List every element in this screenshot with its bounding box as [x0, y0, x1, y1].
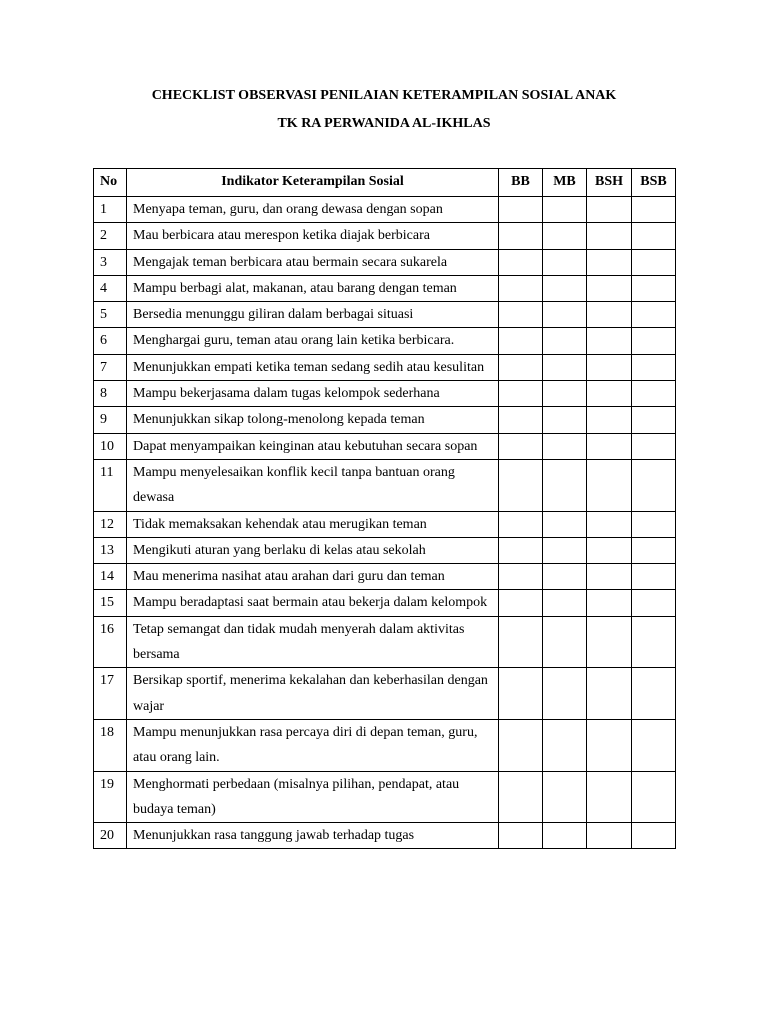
row-indicator: Mau berbicara atau merespon ketika diajak berbicara — [127, 223, 499, 249]
check-cell-mb[interactable] — [543, 823, 587, 849]
row-indicator: Mampu menunjukkan rasa percaya diri di depan teman, guru, atau orang lain. — [127, 719, 499, 771]
check-cell-bsb[interactable] — [632, 275, 676, 301]
header-indicator: Indikator Keterampilan Sosial — [127, 169, 499, 197]
header-bb: BB — [499, 169, 543, 197]
check-cell-bb[interactable] — [499, 381, 543, 407]
table-row — [94, 354, 676, 380]
table-row — [94, 616, 676, 668]
check-cell-mb[interactable] — [543, 223, 587, 249]
check-cell-bsb[interactable] — [632, 223, 676, 249]
table-row — [94, 771, 676, 823]
check-cell-bb[interactable] — [499, 275, 543, 301]
check-cell-bsb[interactable] — [632, 433, 676, 459]
check-cell-bsb[interactable] — [632, 771, 676, 823]
check-cell-mb[interactable] — [543, 302, 587, 328]
check-cell-mb[interactable] — [543, 771, 587, 823]
table-row — [94, 223, 676, 249]
row-indicator: Tidak memaksakan kehendak atau merugikan teman — [127, 511, 499, 537]
header-mb: MB — [543, 169, 587, 197]
check-cell-bb[interactable] — [499, 302, 543, 328]
check-cell-bsb[interactable] — [632, 381, 676, 407]
row-number: 1 — [94, 197, 127, 223]
check-cell-bb[interactable] — [499, 354, 543, 380]
check-cell-bsb[interactable] — [632, 328, 676, 354]
check-cell-bsb[interactable] — [632, 407, 676, 433]
check-cell-mb[interactable] — [543, 668, 587, 720]
check-cell-bsh[interactable] — [587, 328, 632, 354]
check-cell-bsh[interactable] — [587, 223, 632, 249]
header-bsh: BSH — [587, 169, 632, 197]
check-cell-mb[interactable] — [543, 249, 587, 275]
check-cell-bb[interactable] — [499, 511, 543, 537]
check-cell-bsb[interactable] — [632, 354, 676, 380]
check-cell-bb[interactable] — [499, 564, 543, 590]
check-cell-bb[interactable] — [499, 328, 543, 354]
check-cell-bsh[interactable] — [587, 668, 632, 720]
check-cell-bb[interactable] — [499, 223, 543, 249]
check-cell-mb[interactable] — [543, 381, 587, 407]
check-cell-bsh[interactable] — [587, 197, 632, 223]
row-number: 5 — [94, 302, 127, 328]
check-cell-bsb[interactable] — [632, 537, 676, 563]
check-cell-bb[interactable] — [499, 823, 543, 849]
row-number: 17 — [94, 668, 127, 720]
check-cell-mb[interactable] — [543, 459, 587, 511]
check-cell-bsb[interactable] — [632, 197, 676, 223]
row-number: 8 — [94, 381, 127, 407]
check-cell-mb[interactable] — [543, 616, 587, 668]
table-row — [94, 381, 676, 407]
check-cell-bsh[interactable] — [587, 249, 632, 275]
row-number: 14 — [94, 564, 127, 590]
check-cell-bb[interactable] — [499, 616, 543, 668]
check-cell-mb[interactable] — [543, 354, 587, 380]
row-indicator: Mau menerima nasihat atau arahan dari guru dan teman — [127, 564, 499, 590]
check-cell-mb[interactable] — [543, 407, 587, 433]
check-cell-mb[interactable] — [543, 328, 587, 354]
check-cell-bsb[interactable] — [632, 719, 676, 771]
row-indicator: Mengajak teman berbicara atau bermain secara sukarela — [127, 249, 499, 275]
row-number: 13 — [94, 537, 127, 563]
row-number: 7 — [94, 354, 127, 380]
row-number: 16 — [94, 616, 127, 668]
check-cell-bsb[interactable] — [632, 668, 676, 720]
row-indicator: Menghormati perbedaan (misalnya pilihan, pendapat, atau budaya teman) — [127, 771, 499, 823]
row-number: 6 — [94, 328, 127, 354]
check-cell-bsh[interactable] — [587, 433, 632, 459]
table-row — [94, 459, 676, 511]
row-indicator: Menyapa teman, guru, dan orang dewasa dengan sopan — [127, 197, 499, 223]
check-cell-bb[interactable] — [499, 197, 543, 223]
row-indicator: Mampu bekerjasama dalam tugas kelompok sederhana — [127, 381, 499, 407]
row-indicator: Mampu menyelesaikan konflik kecil tanpa bantuan orang dewasa — [127, 459, 499, 511]
document-title: CHECKLIST OBSERVASI PENILAIAN KETERAMPILAN SOSIAL ANAK — [151, 88, 617, 103]
table-row — [94, 407, 676, 433]
check-cell-bb[interactable] — [499, 537, 543, 563]
check-cell-bb[interactable] — [499, 771, 543, 823]
check-cell-mb[interactable] — [543, 275, 587, 301]
row-indicator: Mampu berbagi alat, makanan, atau barang dengan teman — [127, 275, 499, 301]
table-header-row — [94, 169, 676, 197]
check-cell-bsb[interactable] — [632, 302, 676, 328]
check-cell-bsh[interactable] — [587, 275, 632, 301]
row-number: 10 — [94, 433, 127, 459]
check-cell-bsh[interactable] — [587, 616, 632, 668]
check-cell-bb[interactable] — [499, 407, 543, 433]
checklist-body — [94, 197, 676, 849]
row-indicator: Tetap semangat dan tidak mudah menyerah dalam aktivitas bersama — [127, 616, 499, 668]
check-cell-bsb[interactable] — [632, 249, 676, 275]
check-cell-bsb[interactable] — [632, 564, 676, 590]
row-number: 2 — [94, 223, 127, 249]
header-no: No — [94, 169, 127, 197]
table-row — [94, 719, 676, 771]
row-indicator: Mampu beradaptasi saat bermain atau bekerja dalam kelompok — [127, 590, 499, 616]
table-row — [94, 511, 676, 537]
row-number: 12 — [94, 511, 127, 537]
table-row — [94, 197, 676, 223]
table-row — [94, 249, 676, 275]
row-number: 18 — [94, 719, 127, 771]
row-indicator: Menunjukkan empati ketika teman sedang sedih atau kesulitan — [127, 354, 499, 380]
row-number: 9 — [94, 407, 127, 433]
check-cell-bsh[interactable] — [587, 771, 632, 823]
row-indicator: Dapat menyampaikan keinginan atau kebutuhan secara sopan — [127, 433, 499, 459]
check-cell-bsb[interactable] — [632, 616, 676, 668]
row-number: 3 — [94, 249, 127, 275]
check-cell-mb[interactable] — [543, 197, 587, 223]
check-cell-bsh[interactable] — [587, 719, 632, 771]
check-cell-bsh[interactable] — [587, 459, 632, 511]
row-indicator: Menghargai guru, teman atau orang lain ketika berbicara. — [127, 328, 499, 354]
row-indicator: Mengikuti aturan yang berlaku di kelas atau sekolah — [127, 537, 499, 563]
table-row — [94, 668, 676, 720]
row-number: 11 — [94, 459, 127, 511]
row-number: 15 — [94, 590, 127, 616]
check-cell-bsb[interactable] — [632, 823, 676, 849]
table-row — [94, 590, 676, 616]
table-row — [94, 275, 676, 301]
row-number: 20 — [94, 823, 127, 849]
check-cell-bb[interactable] — [499, 668, 543, 720]
check-cell-bsb[interactable] — [632, 459, 676, 511]
check-cell-bb[interactable] — [499, 433, 543, 459]
check-cell-bb[interactable] — [499, 719, 543, 771]
row-indicator: Bersikap sportif, menerima kekalahan dan keberhasilan dengan wajar — [127, 668, 499, 720]
row-indicator: Menunjukkan rasa tanggung jawab terhadap tugas — [127, 823, 499, 849]
check-cell-bsh[interactable] — [587, 537, 632, 563]
check-cell-bsh[interactable] — [587, 590, 632, 616]
table-row — [94, 564, 676, 590]
check-cell-mb[interactable] — [543, 719, 587, 771]
table-row — [94, 433, 676, 459]
row-number: 4 — [94, 275, 127, 301]
check-cell-mb[interactable] — [543, 537, 587, 563]
check-cell-mb[interactable] — [543, 590, 587, 616]
check-cell-bsb[interactable] — [632, 511, 676, 537]
check-cell-bsh[interactable] — [587, 302, 632, 328]
check-cell-bb[interactable] — [499, 459, 543, 511]
header-bsb: BSB — [632, 169, 676, 197]
checklist-table — [93, 168, 676, 849]
check-cell-mb[interactable] — [543, 511, 587, 537]
row-number: 19 — [94, 771, 127, 823]
check-cell-mb[interactable] — [543, 564, 587, 590]
check-cell-bsh[interactable] — [587, 823, 632, 849]
row-indicator: Bersedia menunggu giliran dalam berbagai situasi — [127, 302, 499, 328]
row-indicator: Menunjukkan sikap tolong-menolong kepada teman — [127, 407, 499, 433]
table-row — [94, 328, 676, 354]
check-cell-bb[interactable] — [499, 249, 543, 275]
document-subtitle: TK RA PERWANIDA AL-IKHLAS — [277, 116, 491, 131]
table-row — [94, 823, 676, 849]
check-cell-bb[interactable] — [499, 590, 543, 616]
check-cell-bsh[interactable] — [587, 564, 632, 590]
table-row — [94, 302, 676, 328]
check-cell-bsh[interactable] — [587, 354, 632, 380]
check-cell-mb[interactable] — [543, 433, 587, 459]
check-cell-bsh[interactable] — [587, 381, 632, 407]
check-cell-bsh[interactable] — [587, 511, 632, 537]
check-cell-bsh[interactable] — [587, 407, 632, 433]
check-cell-bsb[interactable] — [632, 590, 676, 616]
table-row — [94, 537, 676, 563]
